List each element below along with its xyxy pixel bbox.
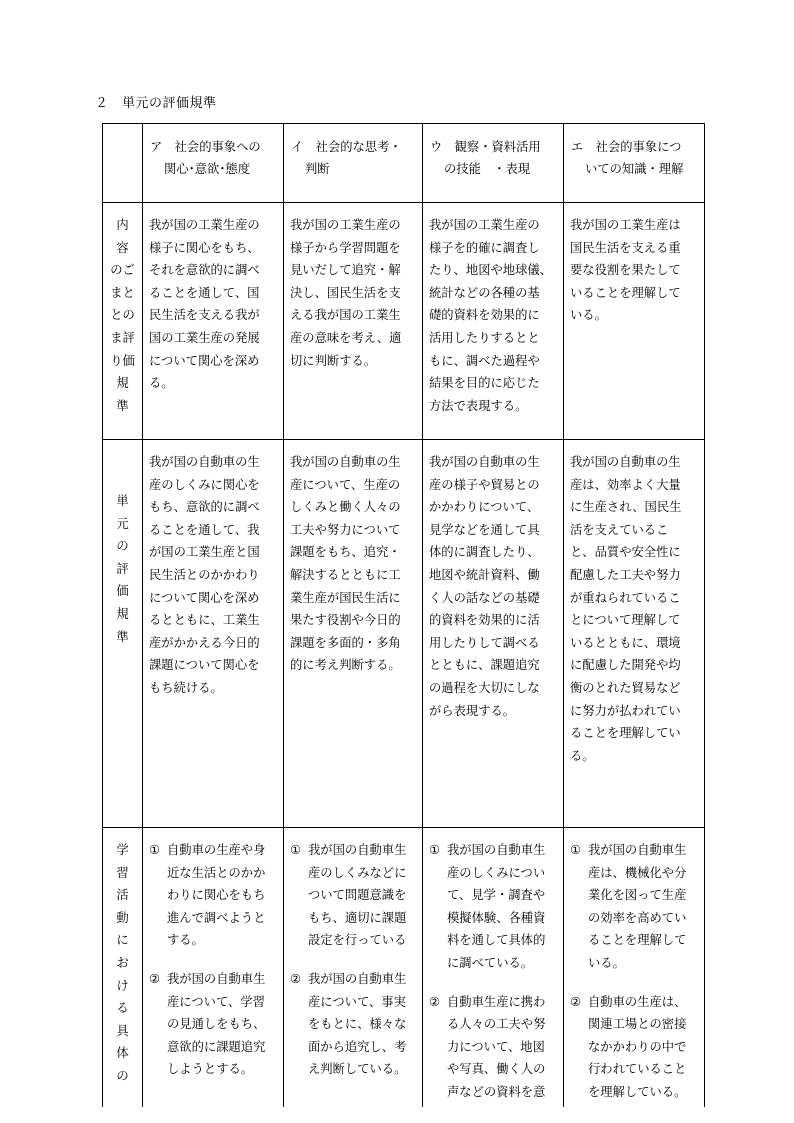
table-cell	[284, 828, 423, 1108]
cell-line: とについて理解して	[570, 613, 681, 628]
row-label-activity	[103, 828, 143, 1108]
item-number: ①	[290, 843, 302, 857]
item-line: する。	[167, 933, 204, 948]
item-number: ②	[429, 994, 441, 1009]
row-label-char: 価	[116, 584, 129, 599]
item-line: 産について、事実	[308, 994, 406, 1009]
item-line: 産のしくみについ	[447, 865, 546, 880]
cell-line: 国民生活を支える重	[570, 240, 681, 255]
cell-line: 準	[116, 398, 129, 413]
cell-line: 的資料を効果的に活	[429, 613, 540, 628]
cell-line: もち続ける。	[149, 680, 223, 695]
evaluation-criteria-table	[102, 123, 705, 1107]
cell-line: について関心を深め	[149, 353, 260, 368]
cell-line: る。	[149, 376, 174, 391]
item-line: をもとに、様々な	[308, 1017, 407, 1032]
row-label-char: 体	[116, 1046, 129, 1061]
cell-line: 産の意味を考え、適	[290, 330, 402, 345]
cell-line: 礎的資料を効果的に	[429, 308, 540, 323]
item-line: もち、適切に課題	[308, 910, 407, 925]
cell-line: える我が国の工業生	[290, 308, 401, 323]
item-line: 進んで調べようと	[167, 910, 266, 925]
cell-line: 果たす役割や今日的	[290, 613, 401, 628]
item-line: 我が国の自動車生	[167, 971, 266, 986]
item-line: て、見学・調査や	[447, 888, 546, 903]
item-spacer	[570, 975, 700, 991]
cell-line: 我が国の自動車の生	[290, 455, 401, 469]
item-number: ①	[149, 843, 161, 857]
row-label-char: 規	[116, 606, 129, 621]
row-label-unit	[103, 440, 143, 828]
cell-line: り価	[110, 353, 135, 368]
item-spacer	[149, 952, 279, 968]
item-line: え判断している。	[308, 1062, 407, 1077]
row-label-char: 具	[116, 1023, 129, 1038]
item-line: の効率を高めてい	[588, 910, 687, 925]
cell-line: 国の工業生産の発展	[149, 330, 260, 345]
item-line: 我が国の自動車生	[588, 843, 687, 857]
row-label-char: 動	[116, 910, 129, 925]
cell-line: 課題をもち、追究・	[290, 545, 401, 560]
table-cell	[284, 203, 423, 440]
cell-line: 産がかかえる今日的	[149, 635, 260, 650]
row-label-char: 評	[116, 561, 129, 576]
item-spacer	[429, 975, 559, 991]
item-line: 模擬体験、各種資	[447, 910, 546, 925]
table-cell	[423, 203, 564, 440]
cell-line: 民生活を支える我が	[149, 308, 260, 323]
cell-line: 様子に関心をもち、	[149, 240, 260, 255]
cell-line: について関心を深め	[149, 590, 260, 605]
table-cell	[143, 828, 284, 1108]
cell-line: いるとともに、環境	[570, 635, 681, 650]
cell-line: のご	[110, 263, 135, 278]
cell-line: 我が国の自動車の生	[429, 455, 540, 469]
item-line: 行われていること	[588, 1062, 687, 1077]
cell-line: 方法で表現する。	[429, 398, 528, 413]
row-label-content	[103, 203, 143, 440]
row-label-char: 活	[116, 888, 129, 903]
cell-line: しくみと働く人々の	[290, 500, 401, 515]
item-line: 産は、機械化や分	[588, 865, 687, 880]
cell-line: 容	[116, 240, 129, 255]
row-label-char: の	[116, 1068, 129, 1083]
table-cell	[564, 828, 705, 1108]
cell-line: 活用したりするとと	[429, 330, 540, 345]
cell-line: 要な役割を果たして	[570, 263, 681, 278]
cell-line: 我が国の自動車の生	[149, 455, 260, 469]
cell-line: 配慮した工夫や努力	[570, 567, 681, 582]
item-line: 自動車生産に携わ	[447, 994, 546, 1009]
item-line: 我が国の自動車生	[308, 843, 407, 857]
cell-line: に努力が払われてい	[570, 703, 681, 718]
item-line: 意欲的に課題追究	[167, 1039, 266, 1054]
cell-line: 規	[116, 376, 129, 391]
numbered-item	[429, 991, 559, 1104]
cell-line: とともに、課題追究	[429, 658, 540, 673]
item-number: ①	[429, 843, 441, 857]
item-line: 声などの資料を意	[447, 1084, 546, 1099]
item-number: ①	[570, 843, 582, 857]
item-line: 面から追究し、考	[308, 1039, 407, 1054]
corner-cell	[103, 124, 143, 203]
cell-line: 産のしくみに関心を	[149, 477, 260, 492]
cell-line: 解決するとともに工	[290, 567, 401, 582]
row-label-char: 学	[116, 843, 129, 857]
cell-line: 的に考え判断する。	[290, 658, 401, 673]
numbered-item	[149, 839, 279, 952]
cell-line: 決し、国民生活を支	[290, 285, 401, 300]
item-line: わりに関心をもち	[167, 888, 266, 903]
row-label-char: お	[116, 955, 129, 970]
item-line: の見通しをもち、	[167, 1017, 266, 1032]
row-label-char: る	[116, 1001, 129, 1016]
cell-line: と、品質や安全性に	[570, 545, 681, 560]
numbered-item	[290, 839, 418, 952]
row-label-char: 元	[116, 516, 129, 531]
cell-line: まと	[110, 285, 135, 300]
content-criteria-row	[103, 203, 705, 440]
learning-activity-row	[103, 828, 705, 1108]
cell-line: 我が国の工業生産の	[429, 218, 540, 232]
cell-line: 産について、生産の	[290, 477, 401, 492]
item-line: 近な生活とのかか	[167, 865, 266, 880]
item-line: 産のしくみなどに	[308, 865, 407, 880]
item-line: ついて問題意識を	[308, 888, 407, 903]
cell-line: かかわりについて、	[429, 500, 540, 515]
cell-line: 課題を多面的・多角	[290, 635, 401, 650]
cell-line: が国の工業生産と国	[149, 545, 260, 560]
cell-line: いることを理解して	[570, 285, 681, 300]
column-header-u: ウ 観察・資料活用 の技能 ・表現	[423, 124, 564, 203]
cell-line: がら表現する。	[429, 703, 516, 718]
cell-line: 用したりして調べる	[429, 635, 540, 650]
row-label-char: 単	[116, 494, 129, 508]
cell-line: 我が国の自動車の生	[570, 455, 681, 469]
cell-line: 結果を目的に応じた	[429, 376, 540, 391]
cell-line: 我が国の工業生産は	[570, 218, 681, 232]
cell-line: 業生産が国民生活に	[290, 590, 401, 605]
cell-line: 我が国の工業生産の	[149, 218, 260, 232]
row-label-char: の	[116, 539, 129, 554]
cell-line: もち、意欲的に調べ	[149, 500, 260, 515]
row-label-char: け	[116, 978, 129, 993]
cell-line: 内	[116, 218, 129, 232]
cell-line: が重ねられているこ	[570, 590, 681, 605]
table-cell	[143, 440, 284, 828]
item-line: に調べている。	[447, 955, 534, 970]
cell-line: それを意欲的に調べ	[149, 263, 260, 278]
numbered-item	[429, 839, 559, 975]
section-heading: ２ 単元の評価規準	[95, 96, 217, 111]
cell-line: ることを理解してい	[570, 726, 681, 741]
item-line: 自動車の生産や身	[167, 843, 266, 857]
cell-line: 課題について関心を	[149, 658, 260, 673]
item-line: 我が国の自動車生	[447, 843, 546, 857]
item-line: 我が国の自動車生	[308, 971, 407, 986]
item-line: いる。	[588, 955, 625, 970]
cell-line: く人の話などの基礎	[429, 590, 540, 605]
numbered-item	[149, 968, 279, 1081]
cell-line: 見いだして追究・解	[290, 263, 401, 278]
cell-line: 様子を的確に調査し	[429, 240, 540, 255]
item-number: ②	[149, 971, 161, 986]
table-cell	[143, 203, 284, 440]
column-header-a: ア 社会的事象への 関心･意欲･態度	[143, 124, 284, 203]
table-cell	[423, 440, 564, 828]
item-line: 業化を図って生産	[588, 888, 687, 903]
item-line: る人々の工夫や努	[447, 1017, 546, 1032]
item-line: ることを理解して	[588, 933, 687, 948]
item-line: なかかわりの中で	[588, 1039, 687, 1054]
table-cell	[284, 440, 423, 828]
item-line: 料を通して具体的	[447, 933, 546, 948]
header-row	[103, 124, 705, 203]
cell-line: の過程を大切にしな	[429, 680, 540, 695]
table-cell	[564, 440, 705, 828]
item-line: しようとする。	[167, 1062, 254, 1077]
cell-line: ま評	[110, 330, 135, 345]
column-header-e: エ 社会的事象につ いての知識・理解	[564, 124, 705, 203]
cell-line: 様子から学習問題を	[290, 240, 401, 255]
table-cell	[564, 203, 705, 440]
row-label-char: に	[116, 933, 129, 948]
cell-line: 衡のとれた貿易など	[570, 680, 681, 695]
cell-line: 統計などの各種の基	[429, 285, 540, 300]
unit-criteria-row	[103, 440, 705, 828]
cell-line: るとともに、工業生	[149, 613, 260, 628]
item-number: ②	[570, 994, 582, 1009]
cell-line: との	[110, 308, 135, 323]
item-line: や写真、働く人の	[447, 1062, 546, 1077]
cell-line: に配慮した開発や均	[570, 658, 681, 673]
cell-line: 我が国の工業生産の	[290, 218, 401, 232]
cell-line: 見学などを通して具	[429, 522, 540, 537]
cell-line: 工夫や努力について	[290, 522, 401, 537]
cell-line: ることを通して、国	[149, 285, 260, 300]
cell-line: る。	[570, 748, 595, 763]
cell-line: 活を支えているこ	[570, 522, 669, 537]
cell-line: に生産され、国民生	[570, 500, 682, 515]
row-label-char: 準	[116, 629, 129, 644]
item-line: 力について、地図	[447, 1039, 545, 1054]
item-number: ②	[290, 971, 302, 986]
cell-line: ることを通して、我	[149, 522, 260, 537]
row-label-char: 習	[116, 865, 129, 880]
cell-line: もに、調べた過程や	[429, 353, 540, 368]
numbered-item	[570, 839, 700, 975]
item-line: 設定を行っている	[308, 933, 407, 948]
cell-line: 民生活とのかかわり	[149, 567, 260, 582]
numbered-item	[570, 991, 700, 1104]
item-line: を理解している。	[588, 1084, 687, 1099]
cell-line: 切に判断する。	[290, 353, 377, 368]
cell-line: 地図や統計資料、働	[429, 567, 540, 582]
item-line: 関連工場との密接	[588, 1017, 687, 1032]
column-header-i: イ 社会的な思考・ 判断	[284, 124, 423, 203]
cell-line: 産の様子や貿易との	[429, 477, 540, 492]
item-spacer	[290, 952, 418, 968]
cell-line: 産は、効率よく大量	[570, 477, 681, 492]
numbered-item	[290, 968, 418, 1081]
table-cell	[423, 828, 564, 1108]
cell-line: たり、地図や地球儀、	[429, 263, 552, 278]
item-line: 産について、学習	[167, 994, 265, 1009]
item-line: 自動車の生産は、	[588, 994, 687, 1009]
cell-line: いる。	[570, 308, 607, 323]
cell-line: 体的に調査したり、	[429, 545, 540, 560]
